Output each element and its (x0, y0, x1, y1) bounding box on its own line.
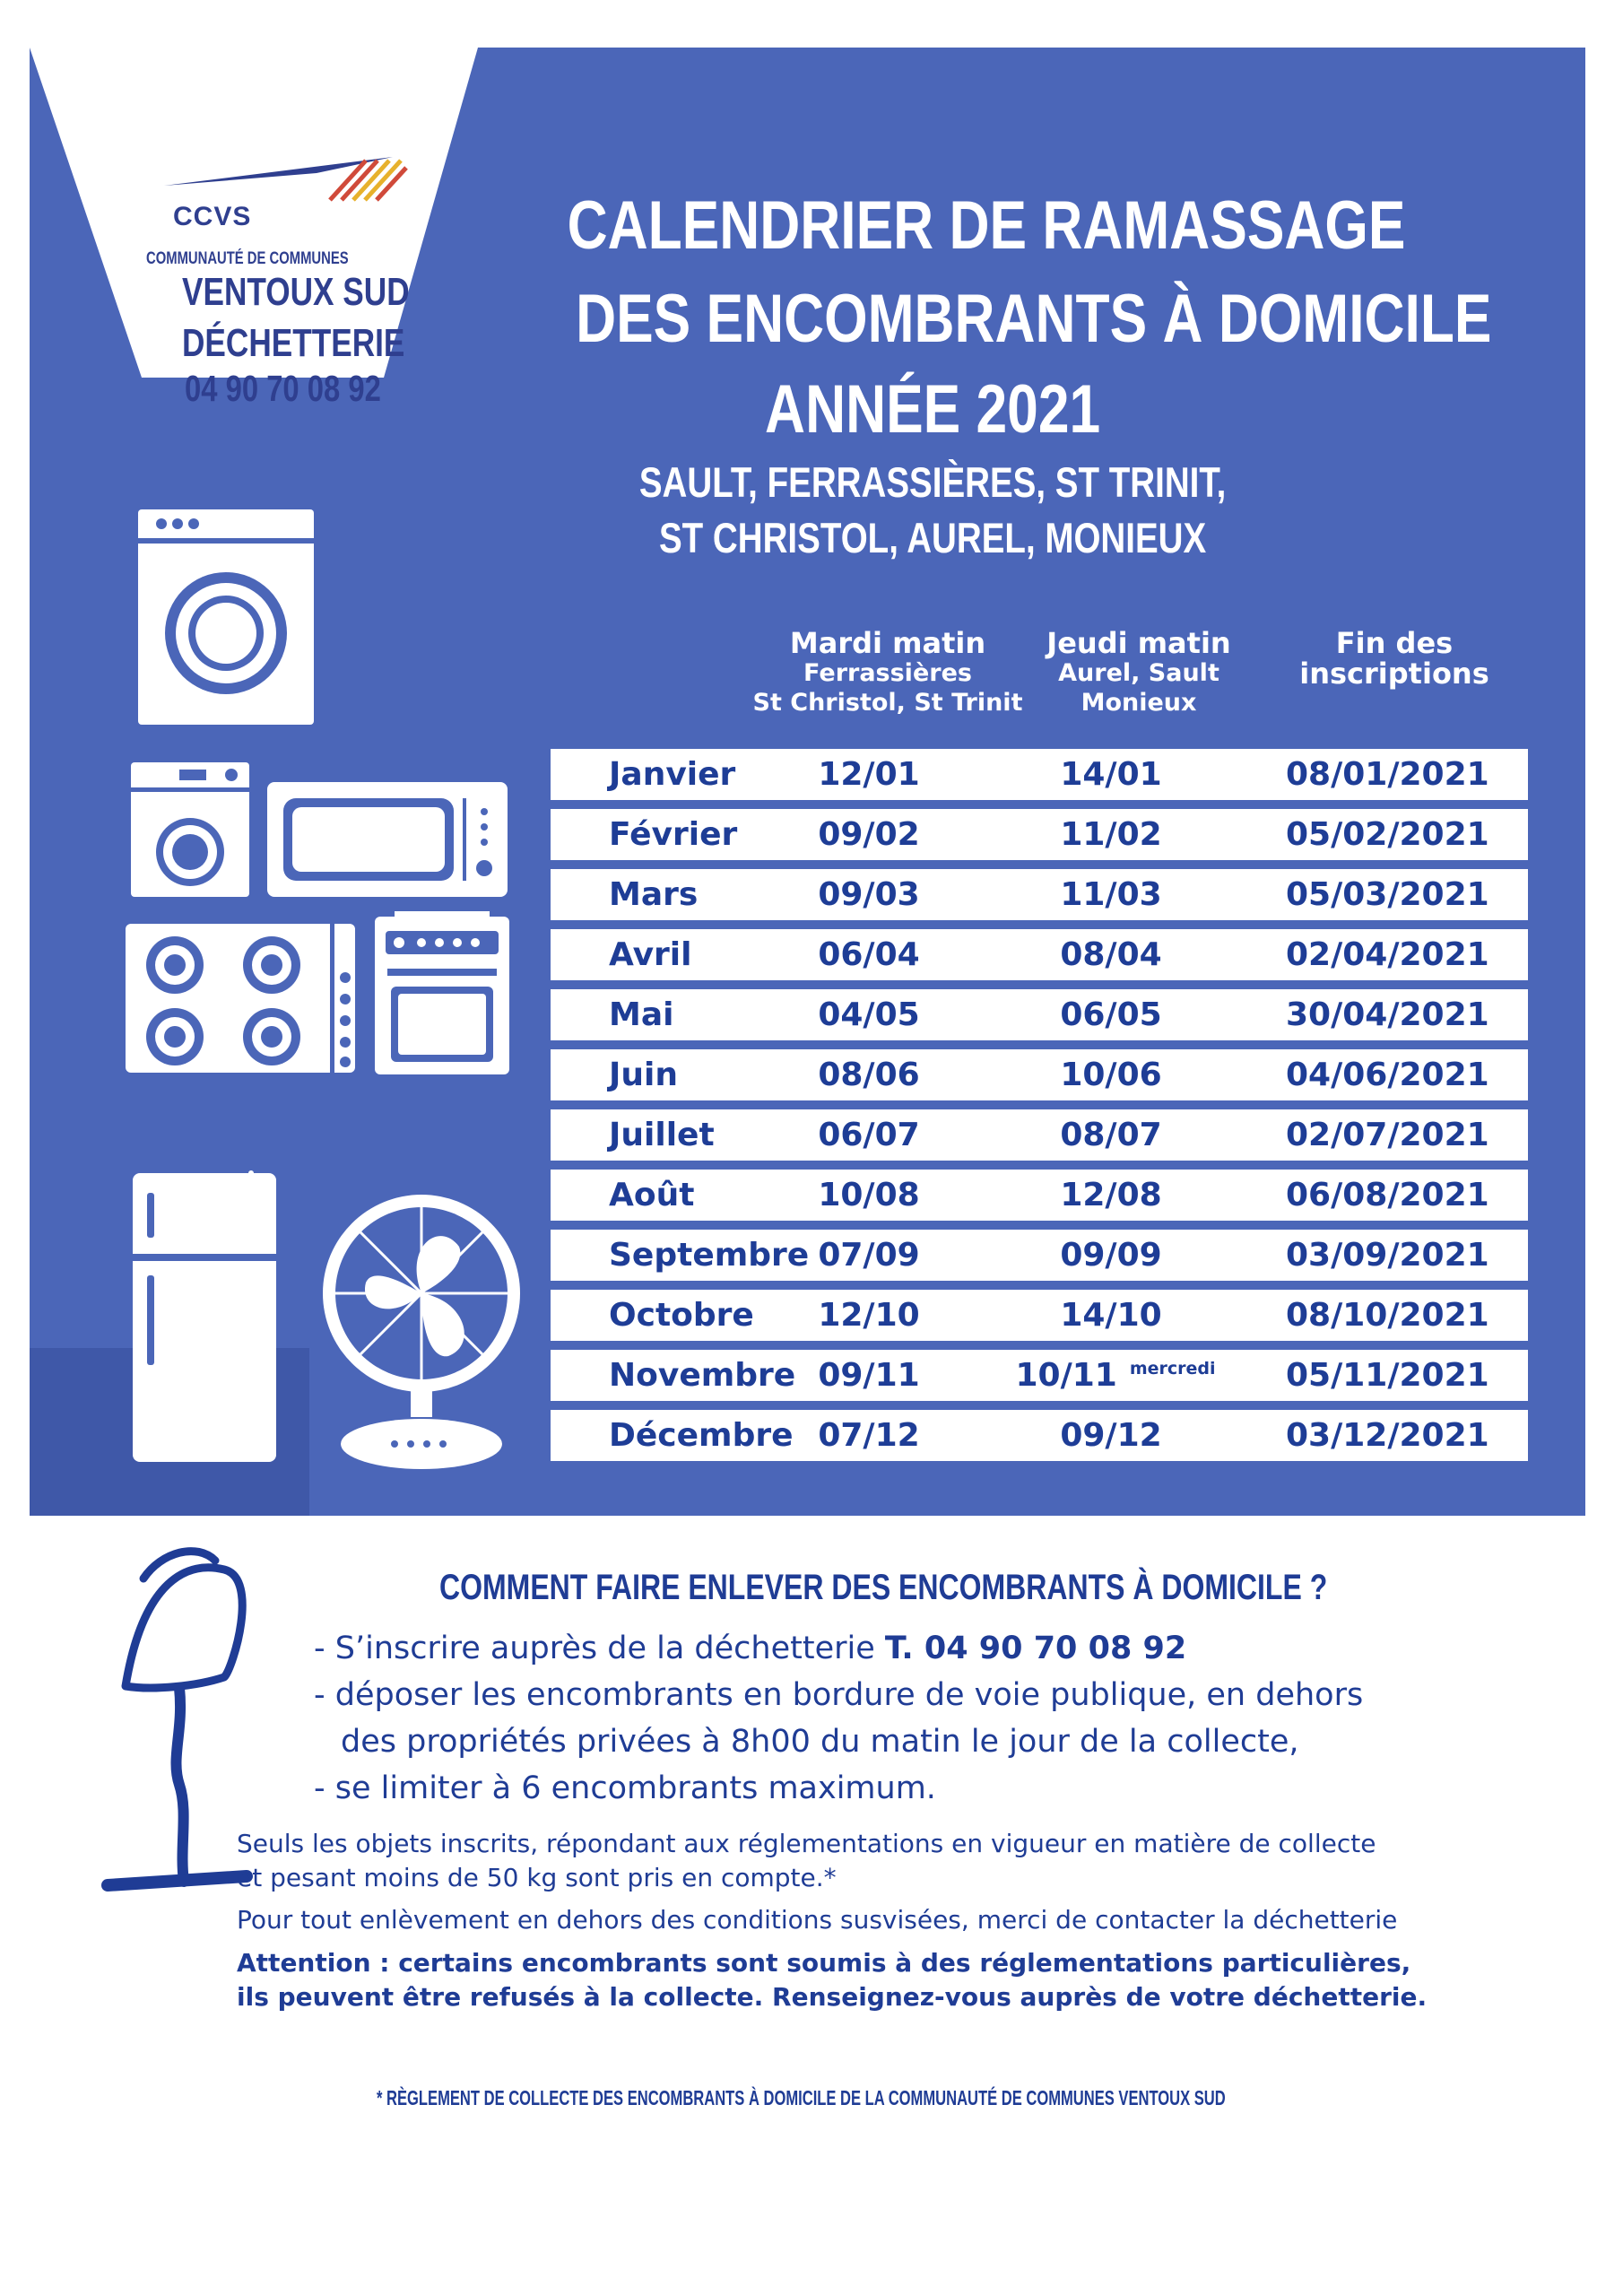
refrigerator-icon (133, 1170, 276, 1462)
table-row (551, 929, 1528, 980)
towns-line1: SAULT, FERRASSIÈRES, ST TRINIT, (638, 458, 1227, 506)
tuesday-cell: 09/11 (818, 1357, 920, 1394)
month-cell: Janvier (609, 756, 736, 793)
deadline-cell: 08/01/2021 (1286, 756, 1489, 793)
tuesday-cell: 06/04 (818, 936, 920, 973)
table-row (551, 749, 1528, 800)
tuesday-cell: 07/09 (818, 1237, 920, 1274)
month-cell: Août (609, 1177, 695, 1213)
info-line2: et pesant moins de 50 kg sont pris en compte.* (237, 1863, 837, 1892)
deadline-cell: 08/10/2021 (1286, 1297, 1489, 1334)
appliance-illustrations (126, 502, 520, 1471)
thursday-cell: 06/05 (1060, 996, 1162, 1033)
table-row (551, 989, 1528, 1040)
deadline-cell: 03/12/2021 (1286, 1417, 1489, 1454)
towns-line2: ST CHRISTOL, AUREL, MONIEUX (658, 514, 1207, 561)
thursday-cell: 09/09 (1060, 1237, 1162, 1274)
table-row (551, 869, 1528, 920)
table-row (551, 1290, 1528, 1341)
month-cell: Octobre (609, 1297, 754, 1334)
deadline-cell: 30/04/2021 (1286, 996, 1489, 1033)
thursday-note: mercredi (1129, 1359, 1216, 1378)
month-cell: Décembre (609, 1417, 794, 1454)
tuesday-cell: 07/12 (818, 1417, 920, 1454)
title-line2: DES ENCOMBRANTS À DOMICILE (576, 281, 1492, 357)
month-cell: Juin (609, 1057, 678, 1093)
deadline-cell: 02/04/2021 (1286, 936, 1489, 973)
bullet-register: - S’inscrire auprès de la déchetterie T. 04 90 70 08 92 (314, 1631, 1187, 1666)
contact-line: Pour tout enlèvement en dehors des conditions susvisées, merci de contacter la déchetterie (237, 1905, 1398, 1935)
logo-acronym: CCVS (173, 202, 252, 231)
tuesday-cell: 04/05 (818, 996, 920, 1033)
deadline-cell: 06/08/2021 (1286, 1177, 1489, 1213)
washing-machine-icon (138, 509, 314, 725)
month-cell: Février (609, 816, 738, 853)
month-cell: Juillet (609, 1117, 715, 1153)
tuesday-cell: 10/08 (818, 1177, 920, 1213)
table-row (551, 809, 1528, 860)
col-header-deadline: Fin des inscriptions (1299, 626, 1489, 691)
thursday-cell: 08/04 (1060, 936, 1162, 973)
deadline-cell: 05/11/2021 (1286, 1357, 1489, 1394)
phone-number: T. 04 90 70 08 92 (884, 1631, 1187, 1666)
logo-service: DÉCHETTERIE (182, 321, 405, 365)
deadline-cell: 05/03/2021 (1286, 876, 1489, 913)
table-row (551, 1170, 1528, 1221)
month-cell: Novembre (609, 1357, 796, 1394)
deadline-cell: 05/02/2021 (1286, 816, 1489, 853)
deadline-cell: 03/09/2021 (1286, 1237, 1489, 1274)
deadline-cell: 04/06/2021 (1286, 1057, 1489, 1093)
title-line1: CALENDRIER DE RAMASSAGE (567, 187, 1406, 264)
tuesday-cell: 08/06 (818, 1057, 920, 1093)
logo-card (30, 48, 478, 409)
month-cell: Septembre (609, 1237, 810, 1274)
instructions-list (314, 1625, 1480, 1812)
tuesday-cell: 06/07 (818, 1117, 920, 1153)
thursday-cell: 10/11 $^{mercredi}$ (1015, 1357, 1216, 1394)
thursday-cell: 14/01 (1060, 756, 1162, 793)
month-cell: Mai (609, 996, 674, 1033)
thursday-cell: 12/08 (1060, 1177, 1162, 1213)
thursday-cell: 08/07 (1060, 1117, 1162, 1153)
tuesday-cell: 12/01 (818, 756, 920, 793)
month-cell: Avril (609, 936, 692, 973)
ccvs-logo-stripes-icon (137, 103, 424, 211)
thursday-cell: 11/03 (1060, 876, 1162, 913)
microwave-icon (267, 782, 508, 897)
table-row (551, 1049, 1528, 1100)
col-header-thursday: Jeudi matin Aurel, Sault Monieux (1046, 626, 1231, 717)
tuesday-cell: 12/10 (818, 1297, 920, 1334)
deadline-cell: 02/07/2021 (1286, 1117, 1489, 1153)
table-row (551, 1230, 1528, 1281)
tuesday-cell: 09/02 (818, 816, 920, 853)
warning-line1: Attention : certains encombrants sont soumis à des réglementations particulières, (237, 1948, 1411, 1978)
bullet-deposit-line1: - déposer les encombrants en bordure de voie publique, en dehors (314, 1677, 1364, 1713)
bullet-deposit-line2: des propriétés privées à 8h00 du matin le jour de la collecte, (341, 1724, 1299, 1760)
thursday-cell: 10/06 (1060, 1057, 1162, 1093)
col-header-tuesday: Mardi matin Ferrassières St Christol, St Trinit (752, 626, 1023, 717)
fan-icon (323, 1195, 520, 1469)
small-washer-icon (131, 762, 249, 897)
table-row (551, 1410, 1528, 1461)
logo-phone: 04 90 70 08 92 (185, 368, 381, 409)
thursday-cell: 11/02 (1060, 816, 1162, 853)
tuesday-cell: 09/03 (818, 876, 920, 913)
cooktop-icon (126, 924, 355, 1073)
thursday-cell: 14/10 (1060, 1297, 1162, 1334)
logo-line2: VENTOUX SUD (182, 270, 410, 314)
footnote: * RÈGLEMENT DE COLLECTE DES ENCOMBRANTS À DOMICILE DE LA COMMUNAUTÉ DE COMMUNES VENTOUX SUD (377, 2086, 1226, 2109)
year-line: ANNÉE 2021 (764, 371, 1101, 448)
thursday-cell: 09/12 (1060, 1417, 1162, 1454)
bullet-limit: - se limiter à 6 encombrants maximum. (314, 1770, 936, 1806)
table-row (551, 1350, 1528, 1401)
month-cell: Mars (609, 876, 699, 913)
warning-line2: ils peuvent être refusés à la collecte. Renseignez-vous auprès de votre déchetterie. (237, 1982, 1428, 2012)
oven-icon (375, 911, 509, 1074)
table-row (551, 1109, 1528, 1161)
logo-line1: COMMUNAUTÉ DE COMMUNES (146, 249, 349, 268)
info-line1: Seuls les objets inscrits, répondant aux réglementations en vigueur en matière de collecte (237, 1829, 1376, 1858)
how-title: COMMENT FAIRE ENLEVER DES ENCOMBRANTS À DOMICILE ? (439, 1568, 1328, 1607)
